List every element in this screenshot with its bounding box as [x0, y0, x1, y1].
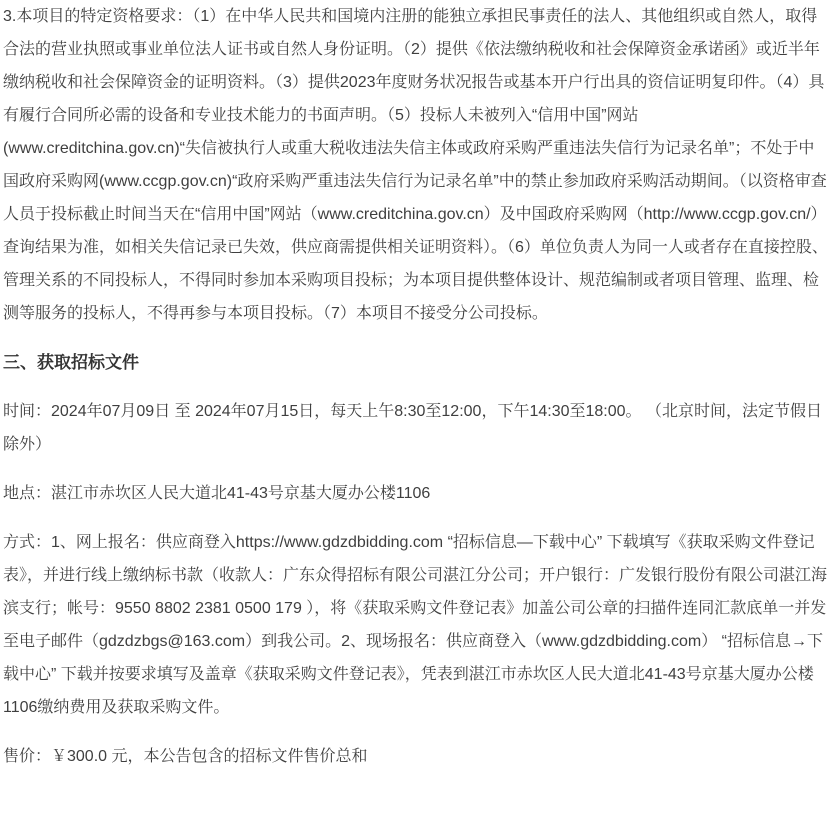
section-heading-obtain-tender-documents: 三、获取招标文件	[3, 353, 139, 372]
obtain-time-paragraph: 时间：2024年07月09日 至 2024年07月15日，每天上午8:30至12:00，下午14:30至18:00。 （北京时间，法定节假日除外）	[3, 403, 822, 453]
qualification-requirements-paragraph: 3.本项目的特定资格要求：（1）在中华人民共和国境内注册的能独立承担民事责任的法人、其他组织或自然人，取得合法的营业执照或事业单位法人证书或自然人身份证明。（2）提供《依法缴纳税收和社会保障资金承诺函》或近半年缴纳税收和社会保障资金的证明资料。（3）提供2023年度财务状况报告或基本开户行出具的资信证明复印件。（4）具有履行合同所必需的设备和专业技术能力的书面声明。（5）投标人未被列入“信用中国”网站(www.creditchina.gov.cn)“失信被执行人或重大税收违法失信主体或政府采购严重违法失信行为记录名单”；不处于中国政府采购网(www.ccgp.gov.cn)“政府采购严重违法失信行为记录名单”中的禁止参加政府采购活动期间。（以资格审查人员于投标截止时间当天在“信用中国”网站（www.creditchina.gov.cn）及中国政府采购网（http://www.ccgp.gov.cn/）查询结果为准，如相关失信记录已失效，供应商需提供相关证明资料）。（6）单位负责人为同一人或者存在直接控股、管理关系的不同投标人，不得同时参加本采购项目投标；为本项目提供整体设计、规范编制或者项目管理、监理、检测等服务的投标人，不得再参与本项目投标。（7）本项目不接受分公司投标。	[3, 8, 828, 322]
obtain-location-paragraph: 地点：湛江市赤坎区人民大道北41-43号京基大厦办公楼1106	[3, 485, 431, 502]
obtain-method-paragraph: 方式：1、网上报名：供应商登入https://www.gdzdbidding.com “招标信息—下载中心” 下载填写《获取采购文件登记表》，并进行线上缴纳标书款（收款人：广东众得招标有限公司湛江分公司；开户银行：广发银行股份有限公司湛江海滨支行；帐号：9550 8802 2381 0500 179 ），将《获取采购文件登记表》加盖公司公章的扫描件连同汇款底单一并发至电子邮件（gdzdzbgs@163.com）到我公司。2、现场报名：供应商登入（www.gdzdbidding.com） “招标信息→下载中心” 下载并按要求填写及盖章《获取采购文件登记表》，凭表到湛江市赤坎区人民大道北41-43号京基大厦办公楼1106缴纳费用及获取采购文件。	[3, 534, 828, 716]
document-price-paragraph: 售价：￥300.0 元，本公告包含的招标文件售价总和	[3, 748, 368, 765]
